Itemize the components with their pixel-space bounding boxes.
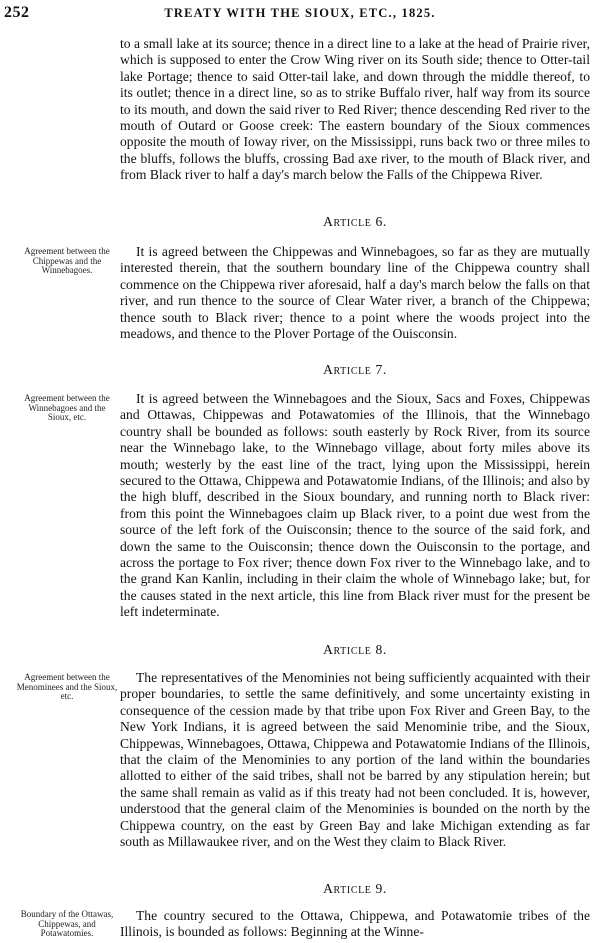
paragraph-article-9: The country secured to the Ottawa, Chippewa, and Potawatomie tribes of the Illinois, is bounded as follows: Beginning at the Winne- [120,908,590,940]
margin-note-article-7: Agreement between the Winnebagoes and the Sioux, etc. [24,393,110,423]
page-number: 252 [4,4,30,21]
article-9-heading: Article 9. [323,881,387,896]
article-6-heading: Article 6. [323,214,387,229]
paragraph-article-6: It is agreed between the Chippewas and Winnebagoes, so far as they are mutually interested therein, that the southern boundary line of the Chippewa country shall commence on the Chippewa river aforesaid, half a day's march below the falls on that river, and run thence to the source of Clear Water river, a branch of the Chippewa; thence south to Black river; thence to a point where the woods project into the meadows, and thence to the Plover Portage of the Ouisconsin. [120,244,590,342]
paragraph-article-8: The representatives of the Menominies not being sufficiently acquainted with their proper boundaries, to settle the same definitively, and some uncertainty existing in consequence of the cession made by that tribe upon Fox River and Green Bay, to the New York Indians, it is agreed between the said Menominie tribe, and the Sioux, Chippewas, Winnebagoes, Ottawa, Chippewa and Potawatomie Indians of the Illinois, that the claim of the Menominies to any portion of the land within the boundaries allotted to either of the said tribes, shall not be barred by any stipulation herein; but the same shall remain as valid as if this treaty had not been concluded. It is, however, understood that the general claim of the Menominies is bounded on the north by the Chippewa country, on the east by Green Bay and lake Michigan extending as far south as Millawaukee river, and on the West they claim to Black River. [120,670,590,850]
margin-note-article-9: Boundary of the Ottawas, Chippewas, and Potawatomies. [20,909,114,939]
article-7-heading: Article 7. [323,362,387,377]
margin-note-article-6: Agreement between the Chippewas and the Winnebagoes. [24,246,110,276]
running-head: TREATY WITH THE SIOUX, ETC., 1825. [164,6,436,20]
page-header [4,4,596,24]
article-8-heading: Article 8. [323,642,387,657]
paragraph-article-7: It is agreed between the Winnebagoes and the Sioux, Sacs and Foxes, Chippewas and Ottawas, Chippewas and Potawatomies of the Illinois, that the Winnebago country shall be bounded as follows: south easterly by Rock River, from its source near the Winnebago lake, to the Winnebago village, about forty miles above its mouth; westerly by the east line of the tract, lying upon the Mississippi, herein secured to the Ottawa, Chippewa and Potawatomie Indians, of the Illinois; and also by the high bluff, described in the Sioux boundary, and running north to Black river: from this point the Winnebagoes claim up Black river, to a point due west from the source of the left fork of the Ouisconsin; thence to the source of the said fork, and down the same to the Ouisconsin; thence down the Ouisconsin to the portage, and across the portage to Fox river; thence down Fox river to the Winnebago lake, and to the grand Kan Kanlin, including in their claim the whole of Winnebago lake; but, for the causes stated in the next article, this line from Black river must for the present be left indeterminate. [120,391,591,620]
margin-note-article-8: Agreement between the Menominees and the Sioux, etc. [16,672,118,702]
paragraph-continuation: to a small lake at its source; thence in a direct line to a lake at the head of Prairie river, which is supposed to enter the Crow Wing river on its South side; thence to Otter-tail lake Portage; thence to said Otter-tail lake, and down through the middle thereof, to its outlet; thence in a direct line, so as to strike Buffalo river, half way from its source to its mouth, and down the said river to Red River; thence descending Red river to the mouth of Outard or Goose creek: The eastern boundary of the Sioux commences opposite the mouth of Ioway river, on the Mississippi, runs back two or three miles to the bluffs, follows the bluffs, crossing Bad axe river, to the mouth of Black river, and from Black river to half a day's march below the Falls of the Chippewa River. [120,36,590,183]
